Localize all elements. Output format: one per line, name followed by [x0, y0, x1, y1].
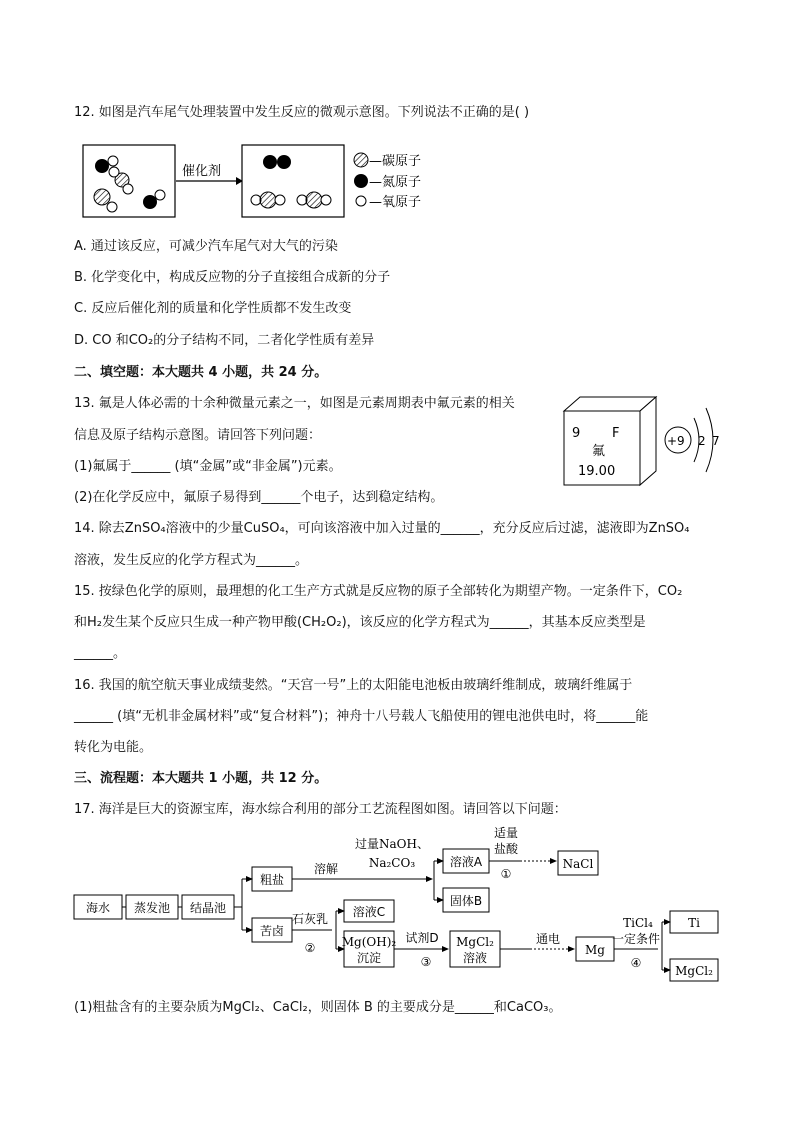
element-symbol: F	[612, 426, 620, 441]
q13-sub2: (2)在化学反应中，氟原子易得到______个电子，达到稳定结构。	[74, 490, 444, 505]
flow-reagent-d: 试剂D	[405, 931, 439, 945]
q16-line1: 16. 我国的航空航天事业成绩斐然。“天宫一号”上的太阳能电池板由玻璃纤维制成，玻璃纤维属于	[74, 678, 633, 693]
q16-line3: 转化为电能。	[74, 740, 153, 755]
legend-oxygen: —氧原子	[369, 195, 422, 210]
flow-electrolysis: 通电	[535, 932, 561, 946]
flow-solution-label: 溶液	[462, 951, 488, 965]
section2-title: 二、填空题：本大题共 4 小题，共 24 分。	[74, 365, 328, 380]
q12-option-a: A. 通过该反应，可减少汽车尾气对大气的污染	[74, 239, 338, 254]
q15-line3: ______。	[74, 646, 127, 661]
atom-shell-2: 7	[712, 434, 720, 448]
flow-bittern: 苦卤	[259, 924, 285, 938]
catalyst-label: 催化剂	[182, 164, 222, 179]
flow-dissolve: 溶解	[313, 862, 339, 876]
flow-step-4: ④	[630, 956, 642, 970]
fluorine-atom-structure	[662, 402, 732, 482]
fluorine-element-card	[560, 393, 670, 489]
flow-mgoh2: Mg(OH)₂	[341, 935, 397, 949]
seawater-flow-diagram	[70, 823, 730, 988]
product-box	[242, 145, 344, 217]
atom-nucleus: +9	[667, 434, 685, 448]
flow-crude-salt: 粗盐	[259, 873, 285, 887]
q14-line2: 溶液，发生反应的化学方程式为______。	[74, 553, 309, 568]
legend-carbon: —碳原子	[369, 154, 422, 169]
flow-step-2: ②	[304, 941, 316, 955]
flow-crystallization-pond: 结晶池	[189, 901, 227, 915]
q13-line2: 信息及原子结构示意图。请回答下列问题：	[74, 428, 322, 443]
flow-solution-a: 溶液A	[449, 855, 483, 869]
q17-sub1: (1)粗盐含有的主要杂质为MgCl₂、CaCl₂，则固体 B 的主要成分是______和CaCO₃。	[74, 1000, 562, 1015]
q12-reaction-diagram	[80, 142, 480, 222]
flow-reagents-2: Na₂CO₃	[368, 856, 416, 870]
flow-solution-c: 溶液C	[352, 905, 386, 919]
flow-precipitate: 沉淀	[356, 951, 382, 965]
flow-nacl: NaCl	[562, 857, 594, 871]
flow-condition: 一定条件	[611, 932, 661, 946]
flow-solid-b: 固体B	[449, 894, 483, 908]
legend-nitrogen: —氮原子	[369, 175, 422, 190]
flow-ticl4: TiCl₄	[623, 916, 653, 930]
element-name: 氟	[592, 444, 606, 459]
flow-mg: Mg	[585, 943, 605, 957]
q13-sub1: (1)氟属于______ (填“金属”或“非金属”)元素。	[74, 459, 342, 474]
flow-reagents-1: 过量NaOH、	[355, 837, 429, 851]
flow-mgcl2-product: MgCl₂	[675, 964, 713, 978]
flow-step-3: ③	[420, 955, 432, 969]
q12-stem: 12. 如图是汽车尾气处理装置中发生反应的微观示意图。下列说法不正确的是( )	[74, 105, 530, 120]
flow-evaporation-pond: 蒸发池	[133, 901, 171, 915]
q15-line2: 和H₂发生某个反应只生成一种产物甲酸(CH₂O₂)，该反应的化学方程式为______，其基本反应类型是	[74, 615, 646, 630]
section3-title: 三、流程题：本大题共 1 小题，共 12 分。	[74, 771, 328, 786]
flow-hcl-2: 盐酸	[493, 842, 519, 856]
flow-ti: Ti	[688, 916, 700, 930]
q12-option-c: C. 反应后催化剂的质量和化学性质都不发生改变	[74, 301, 352, 316]
element-mass: 19.00	[578, 464, 616, 479]
q12-option-b: B. 化学变化中，构成反应物的分子直接组合成新的分子	[74, 270, 391, 285]
flow-step-1: ①	[500, 867, 512, 881]
q17-stem: 17. 海洋是巨大的资源宝库，海水综合利用的部分工艺流程图如图。请回答以下问题：	[74, 802, 567, 817]
q12-option-d: D. CO 和CO₂的分子结构不同，二者化学性质有差异	[74, 333, 375, 348]
q14-line1: 14. 除去ZnSO₄溶液中的少量CuSO₄，可向该溶液中加入过量的______，充分反应后过滤，滤液即为ZnSO₄	[74, 521, 690, 536]
element-number: 9	[572, 426, 581, 441]
q15-line1: 15. 按绿色化学的原则，最理想的化工生产方式就是反应物的原子全部转化为期望产物。一定条件下，CO₂	[74, 584, 683, 599]
flow-lime-milk: 石灰乳	[291, 912, 329, 926]
flow-mgcl2-solution: MgCl₂	[456, 935, 494, 949]
atom-shell-1: 2	[698, 434, 706, 448]
flow-hcl-1: 适量	[493, 826, 519, 840]
q13-line1: 13. 氟是人体必需的十余种微量元素之一，如图是元素周期表中氟元素的相关	[74, 396, 515, 411]
flow-seawater: 海水	[85, 901, 111, 915]
q16-line2: ______ (填“无机非金属材料”或“复合材料”)；神舟十八号载人飞船使用的锂电池供电时，将______能	[74, 709, 649, 724]
